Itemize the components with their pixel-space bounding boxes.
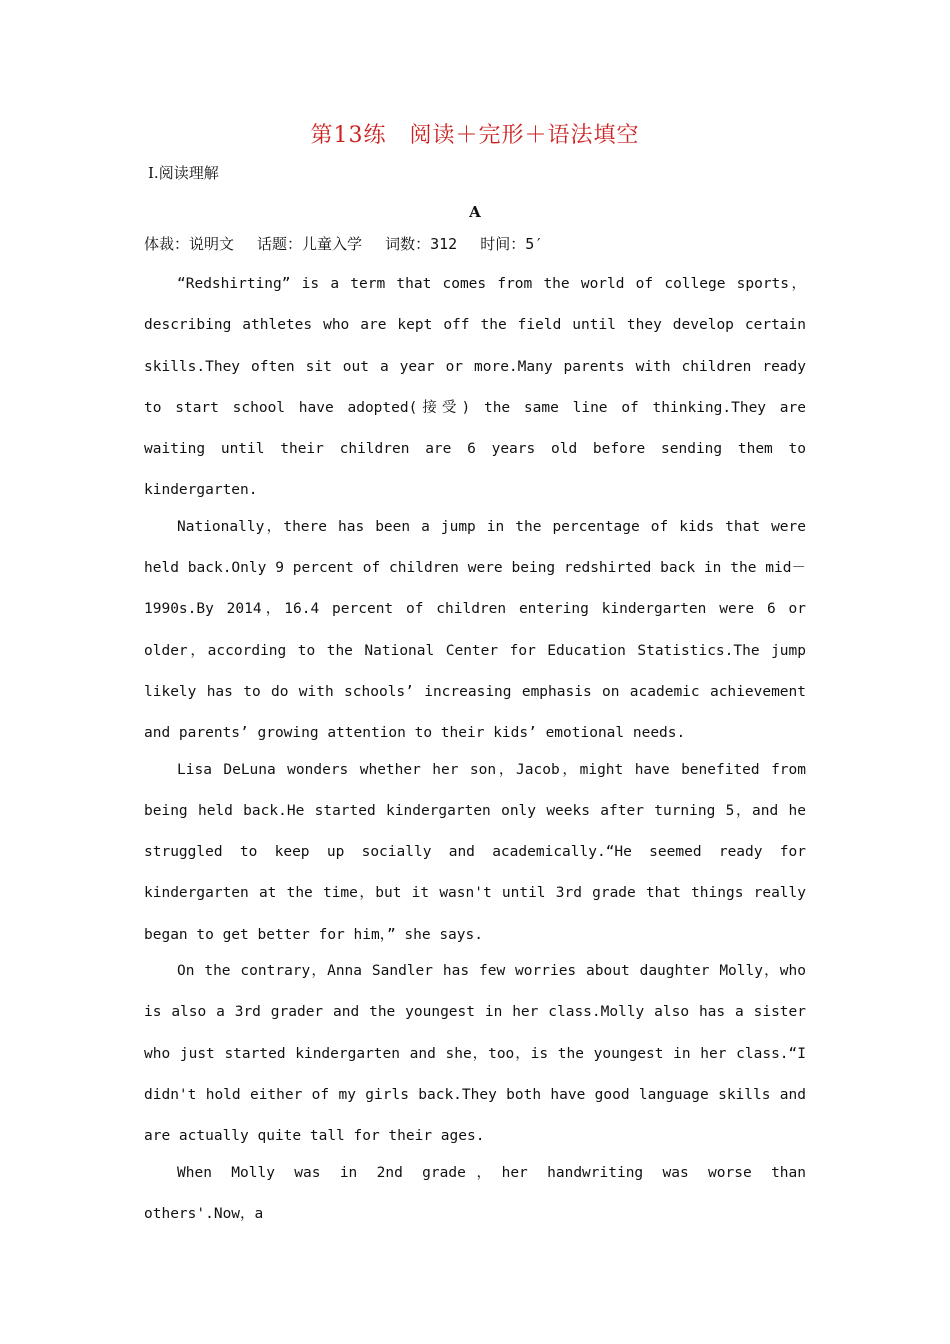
- passage-label: A: [469, 203, 481, 221]
- paragraph-2: Nationally，there has been a jump in the percentage of kids that were held back.Only 9 percent of children were being redshirted back in the mid－1990s.By 2014，16.4 percent of children entering kindergarten were 6 or older，according to the National Center for Education Statistics.The jump likely has to do with schools’ increasing emphasis on academic achievement and parents’ growing attention to their kids’ emotional needs.: [144, 518, 806, 742]
- paragraph-5: When Molly was in 2nd grade，her handwriting was worse than others'.Now，a: [144, 1164, 806, 1222]
- meta-topic: 话题：儿童入学: [257, 235, 363, 253]
- section-heading: Ⅰ.阅读理解: [148, 164, 219, 182]
- paragraph-4: On the contrary，Anna Sandler has few worries about daughter Molly，who is also a 3rd grader and the youngest in her class.Molly also has a sister who just started kindergarten and she，too，is the youngest in her class.“I didn't hold either of my girls back.They both have good language skills and are actually quite tall for their ages.: [144, 963, 806, 1145]
- passage-body: [144, 264, 806, 1230]
- meta-word-count: 词数：312: [385, 235, 458, 253]
- meta-time: 时间：5′: [480, 235, 544, 253]
- passage-meta: [144, 234, 824, 254]
- meta-genre: 体裁：说明文: [144, 235, 235, 253]
- page-title: 第13练 阅读＋完形＋语法填空: [310, 123, 640, 148]
- paragraph-1: “Redshirting” is a term that comes from the world of college sports，describing athletes who are kept off the field until they develop certain skills.They often sit out a year or more.Many parents with children ready to start school have adopted(接受) the same line of thinking.They are waiting until their children are 6 years old before sending them to kindergarten.: [144, 276, 806, 499]
- paragraph-3: Lisa DeLuna wonders whether her son，Jacob，might have benefited from being held back.He started kindergarten only weeks after turning 5，and he struggled to keep up socially and academically.“He seemed ready for kindergarten at the time，but it wasn't until 3rd grade that things really began to get better for him，” she says.: [144, 761, 806, 943]
